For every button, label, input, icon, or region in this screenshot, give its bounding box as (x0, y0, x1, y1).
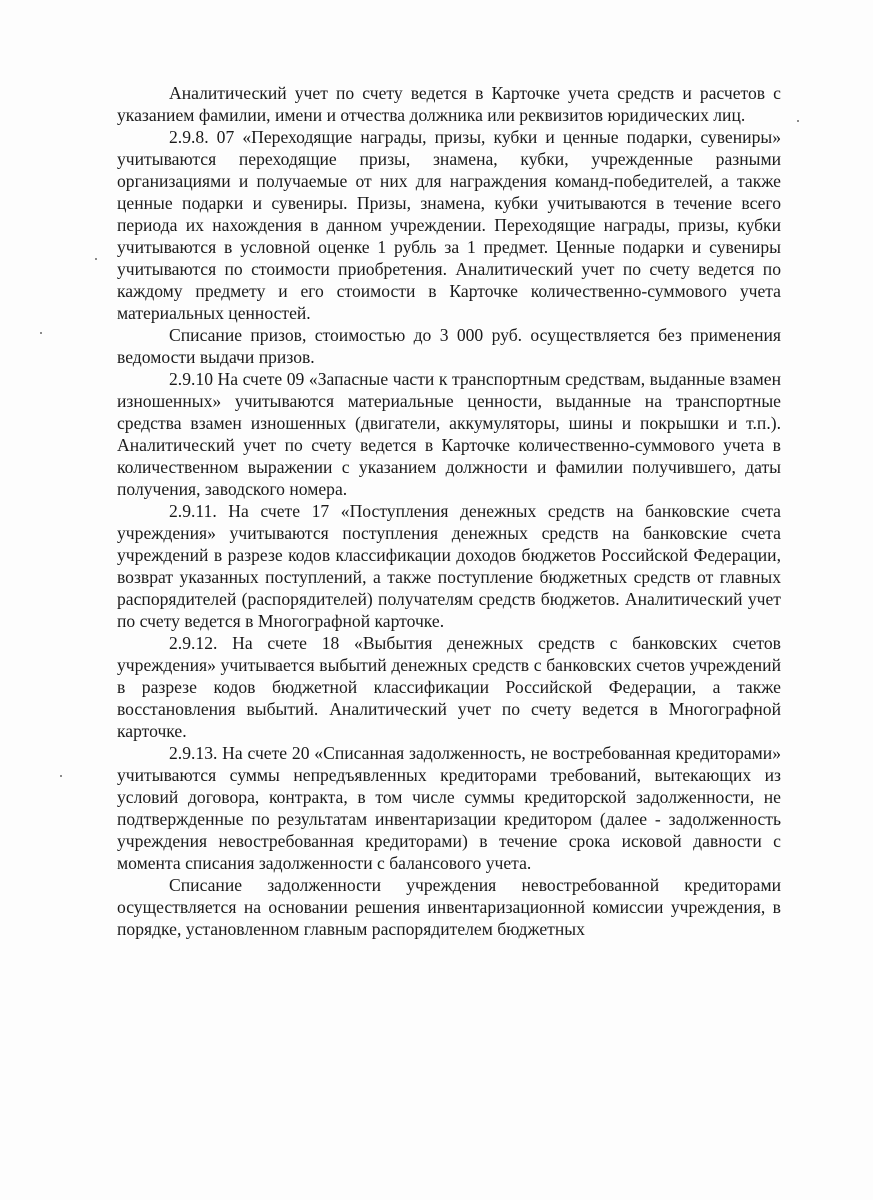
paragraph-2-9-12: 2.9.12. На счете 18 «Выбытия денежных средств с банковских счетов учреждения» учитывается выбытий денежных средств с банковских счетов учреждений в разрезе кодов бюджетной классификации Российской Федерации, а также восстановления выбытий. Аналитический учет по счету ведется в Многографной карточке. (117, 633, 781, 741)
paragraph-2-9-8: 2.9.8. 07 «Переходящие награды, призы, кубки и ценные подарки, сувениры» учитываются переходящие призы, знамена, кубки, учрежденные разными организациями и получаемые от них для награждения команд-победителей, а также ценные подарки и сувениры. Призы, знамена, кубки учитываются в течение всего периода их нахождения в данном учреждении. Переходящие награды, призы, кубки учитываются в условной оценке 1 рубль за 1 предмет. Ценные подарки и сувениры учитываются по стоимости приобретения. Аналитический учет по счету ведется по каждому предмету и его стоимости в Карточке количественно-суммового учета материальных ценностей. (117, 127, 781, 323)
paragraph-analytic-intro: Аналитический учет по счету ведется в Карточке учета средств и расчетов с указанием фамилии, имени и отчества должника или реквизитов юридических лиц. (117, 83, 781, 125)
scan-speck (95, 258, 97, 260)
scan-speck (60, 775, 62, 777)
scan-speck (797, 120, 799, 122)
paragraph-2-9-11: 2.9.11. На счете 17 «Поступления денежных средств на банковские счета учреждения» учитываются поступления денежных средств на банковские счета учреждений в разрезе кодов классификации доходов бюджетов Российской Федерации, возврат указанных поступлений, а также поступление бюджетных средств от главных распорядителей (распорядителей) получателям средств бюджетов. Аналитический учет по счету ведется в Многографной карточке. (117, 501, 781, 631)
paragraph-prizes-writeoff: Списание призов, стоимостью до 3 000 руб. осуществляется без применения ведомости выдачи призов. (117, 325, 781, 367)
paragraph-2-9-10: 2.9.10 На счете 09 «Запасные части к транспортным средствам, выданные взамен изношенных» учитываются материальные ценности, выданные на транспортные средства взамен изношенных (двигатели, аккумуляторы, шины и покрышки и т.п.). Аналитический учет по счету ведется в Карточке количественно-суммового учета в количественном выражении с указанием должности и фамилии получившего, даты получения, заводского номера. (117, 369, 781, 499)
scan-speck (40, 332, 42, 334)
paragraph-2-9-13: 2.9.13. На счете 20 «Списанная задолженность, не востребованная кредиторами» учитываются суммы непредъявленных кредиторами требований, вытекающих из условий договора, контракта, в том числе суммы кредиторской задолженности, не подтвержденные по результатам инвентаризации кредитором (далее - задолженность учреждения невостребованная кредиторами) в течение срока исковой давности с момента списания задолженности с балансового учета. (117, 743, 781, 873)
paragraph-debt-writeoff: Списание задолженности учреждения невостребованной кредиторами осуществляется на основании решения инвентаризационной комиссии учреждения, в порядке, установленном главным распорядителем бюджетных (117, 875, 781, 939)
